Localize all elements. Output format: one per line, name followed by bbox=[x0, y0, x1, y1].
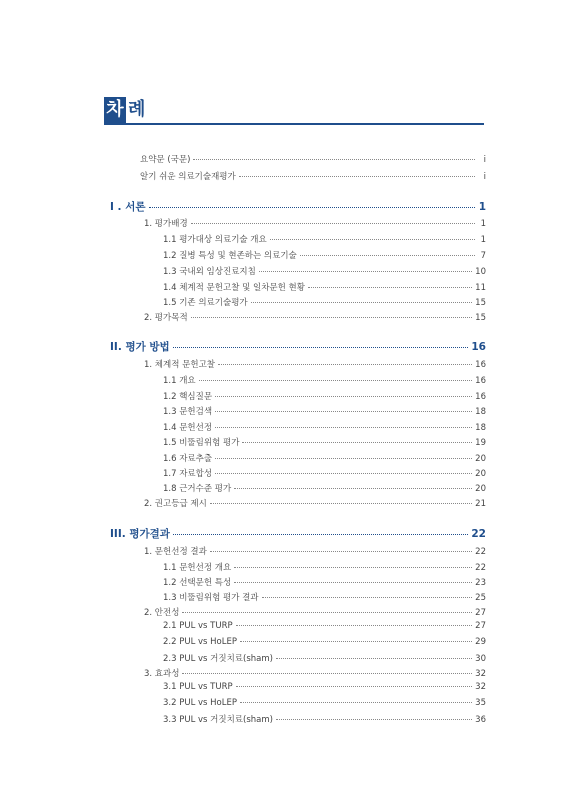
toc-page-number: 36 bbox=[475, 715, 486, 725]
dot-leader bbox=[262, 597, 473, 598]
toc-entry[interactable] bbox=[144, 606, 486, 618]
toc-page-number: 18 bbox=[475, 407, 486, 417]
toc-entry[interactable] bbox=[163, 421, 486, 433]
toc-page-number: 35 bbox=[475, 698, 486, 708]
toc-entry[interactable] bbox=[163, 390, 486, 402]
dot-leader bbox=[234, 567, 472, 568]
toc-entry-text: 1.2 핵심질문 bbox=[163, 392, 213, 402]
toc-entry[interactable] bbox=[163, 452, 486, 464]
toc-chapter[interactable] bbox=[110, 339, 486, 354]
toc-entry[interactable] bbox=[163, 296, 486, 308]
toc-entry[interactable] bbox=[163, 698, 486, 708]
toc-page-number: 11 bbox=[475, 283, 486, 293]
toc-page-number: 32 bbox=[475, 669, 486, 679]
dot-leader bbox=[234, 488, 472, 489]
dot-leader bbox=[276, 719, 472, 720]
toc-entry-text: 3.2 PUL vs HoLEP bbox=[163, 698, 237, 708]
dot-leader bbox=[191, 223, 475, 224]
dot-leader bbox=[215, 396, 472, 397]
toc-page-number: 1 bbox=[480, 219, 486, 229]
dot-leader bbox=[149, 207, 476, 208]
toc-entry[interactable] bbox=[163, 405, 486, 417]
toc-page-number: 22 bbox=[475, 547, 486, 557]
toc-page-number: 18 bbox=[475, 423, 486, 433]
toc-entry-text: 1.2 선택문헌 특성 bbox=[163, 578, 232, 588]
toc-entry-text: 1.1 개요 bbox=[163, 376, 196, 386]
toc-page-number: 25 bbox=[475, 593, 486, 603]
dot-leader bbox=[182, 612, 472, 613]
toc-page-number: 21 bbox=[475, 499, 486, 509]
toc-page-number: 29 bbox=[475, 637, 486, 647]
toc-chapter[interactable] bbox=[110, 199, 486, 214]
toc-entry-text: I . 서론 bbox=[110, 201, 146, 213]
toc-entry[interactable] bbox=[163, 281, 486, 293]
toc-page-number: 16 bbox=[475, 376, 486, 386]
toc-entry-text: 2.1 PUL vs TURP bbox=[163, 621, 233, 631]
toc-entry[interactable] bbox=[163, 591, 486, 603]
toc-page-number: 22 bbox=[475, 563, 486, 573]
toc-entry[interactable] bbox=[163, 233, 486, 245]
toc-entry-text: 1.3 국내외 임상진료지침 bbox=[163, 267, 256, 277]
toc-entry-text: 2.3 PUL vs 거짓치료(sham) bbox=[163, 654, 273, 664]
dot-leader bbox=[236, 686, 473, 687]
page-title: 례 bbox=[128, 99, 146, 120]
toc-page-number: 32 bbox=[475, 682, 486, 692]
dot-leader bbox=[215, 427, 472, 428]
toc-entry-text: 1.3 문헌검색 bbox=[163, 407, 213, 417]
dot-leader bbox=[210, 551, 472, 552]
toc-entry[interactable] bbox=[163, 561, 486, 573]
toc-entry-text: 1. 체계적 문헌고찰 bbox=[144, 360, 215, 370]
toc-page-number: 1 bbox=[478, 201, 486, 213]
dot-leader bbox=[218, 364, 472, 365]
toc-entry-text: 3.3 PUL vs 거짓치료(sham) bbox=[163, 715, 273, 725]
toc-page-number: 27 bbox=[475, 608, 486, 618]
toc-entry-text: 2.2 PUL vs HoLEP bbox=[163, 637, 237, 647]
toc-page-number: i bbox=[483, 172, 486, 182]
toc-entry[interactable] bbox=[144, 667, 486, 679]
toc-entry-text: 3.1 PUL vs TURP bbox=[163, 682, 233, 692]
dot-leader bbox=[242, 442, 472, 443]
toc-entry-text: 1.4 체계적 문헌고찰 및 일차문헌 현황 bbox=[163, 283, 305, 293]
toc-entry[interactable] bbox=[163, 482, 486, 494]
toc-page-number: 19 bbox=[475, 438, 486, 448]
dot-leader bbox=[173, 534, 468, 535]
toc-entry-text: 1.4 문헌선정 bbox=[163, 423, 213, 433]
toc-entry[interactable] bbox=[163, 637, 486, 647]
toc-page-number: 20 bbox=[475, 454, 486, 464]
toc-page-number: 16 bbox=[475, 360, 486, 370]
toc-page-number: 30 bbox=[475, 654, 486, 664]
dot-leader bbox=[240, 702, 472, 703]
dot-leader bbox=[191, 317, 473, 318]
toc-entry[interactable] bbox=[144, 497, 486, 509]
toc-entry-text: 1.3 비뚤림위험 평가 결과 bbox=[163, 593, 259, 603]
toc-entry-text: 알기 쉬운 의료기술재평가 bbox=[140, 172, 236, 182]
toc-entry[interactable] bbox=[163, 249, 486, 261]
dot-leader bbox=[199, 380, 473, 381]
toc-entry[interactable] bbox=[144, 217, 486, 229]
dot-leader bbox=[259, 271, 472, 272]
toc-page-number: 27 bbox=[475, 621, 486, 631]
toc-entry-text: III. 평가결과 bbox=[110, 528, 170, 540]
toc-page-number: 7 bbox=[480, 251, 486, 261]
toc-page-number: 10 bbox=[475, 267, 486, 277]
dot-leader bbox=[276, 658, 472, 659]
dot-leader bbox=[236, 625, 473, 626]
dot-leader bbox=[270, 239, 475, 240]
toc-entry-text: 1.1 문헌선정 개요 bbox=[163, 563, 232, 573]
toc-entry-text: 2. 평가목적 bbox=[144, 313, 188, 323]
toc-entry[interactable] bbox=[163, 374, 486, 386]
toc-entry[interactable] bbox=[163, 652, 486, 664]
toc-page-number: 1 bbox=[480, 235, 486, 245]
dot-leader bbox=[173, 347, 469, 348]
toc-page-number: 23 bbox=[475, 578, 486, 588]
toc-entry[interactable] bbox=[144, 545, 486, 557]
toc-entry-text: II. 평가 방법 bbox=[110, 341, 170, 353]
dot-leader bbox=[234, 582, 472, 583]
dot-leader bbox=[215, 473, 472, 474]
toc-entry[interactable] bbox=[163, 265, 486, 277]
toc-entry-text: 1.8 근거수준 평가 bbox=[163, 484, 232, 494]
toc-page-number: 22 bbox=[471, 528, 486, 540]
toc-page-number: 20 bbox=[475, 469, 486, 479]
dot-leader bbox=[182, 673, 472, 674]
dot-leader bbox=[308, 287, 472, 288]
toc-entry-text: 요약문 (국문) bbox=[140, 155, 191, 165]
dot-leader bbox=[193, 159, 475, 160]
toc-entry-text: 1.5 비뚤림위험 평가 bbox=[163, 438, 240, 448]
toc-entry[interactable] bbox=[163, 713, 486, 725]
toc-entry-text: 2. 안전성 bbox=[144, 608, 180, 618]
toc-entry-text: 1.1 평가대상 의료기술 개요 bbox=[163, 235, 267, 245]
toc-page-number: 15 bbox=[475, 313, 486, 323]
toc-entry-text: 1.6 자료추출 bbox=[163, 454, 213, 464]
title-badge: 차 bbox=[104, 97, 126, 123]
toc-entry-text: 1. 문헌선정 결과 bbox=[144, 547, 207, 557]
dot-leader bbox=[210, 503, 472, 504]
toc-entry-text: 1. 평가배경 bbox=[144, 219, 188, 229]
dot-leader bbox=[215, 458, 472, 459]
toc-entry-text: 2. 권고등급 제시 bbox=[144, 499, 207, 509]
toc-entry[interactable] bbox=[163, 682, 486, 692]
toc-page-number: 15 bbox=[475, 298, 486, 308]
dot-leader bbox=[239, 176, 475, 177]
dot-leader bbox=[240, 641, 472, 642]
toc-page-number: 16 bbox=[475, 392, 486, 402]
toc-page-number: 16 bbox=[471, 341, 486, 353]
dot-leader bbox=[215, 411, 472, 412]
toc-entry-text: 1.7 자료합성 bbox=[163, 469, 213, 479]
toc-entry[interactable] bbox=[140, 170, 486, 182]
toc-entry[interactable] bbox=[144, 358, 486, 370]
dot-leader bbox=[300, 255, 475, 256]
toc-entry-text: 1.5 기존 의료기술평가 bbox=[163, 298, 248, 308]
dot-leader bbox=[251, 302, 473, 303]
toc-chapter[interactable] bbox=[110, 526, 486, 541]
toc-page-number: i bbox=[483, 155, 486, 165]
toc-page-number: 20 bbox=[475, 484, 486, 494]
toc-entry[interactable] bbox=[163, 576, 486, 588]
toc-entry[interactable] bbox=[144, 311, 486, 323]
toc-entry[interactable] bbox=[163, 467, 486, 479]
toc-entry[interactable] bbox=[163, 621, 486, 631]
toc-entry[interactable] bbox=[163, 436, 486, 448]
toc-entry[interactable] bbox=[140, 153, 486, 165]
toc-entry-text: 3. 효과성 bbox=[144, 669, 180, 679]
toc-entry-text: 1.2 질병 특성 및 현존하는 의료기술 bbox=[163, 251, 297, 261]
